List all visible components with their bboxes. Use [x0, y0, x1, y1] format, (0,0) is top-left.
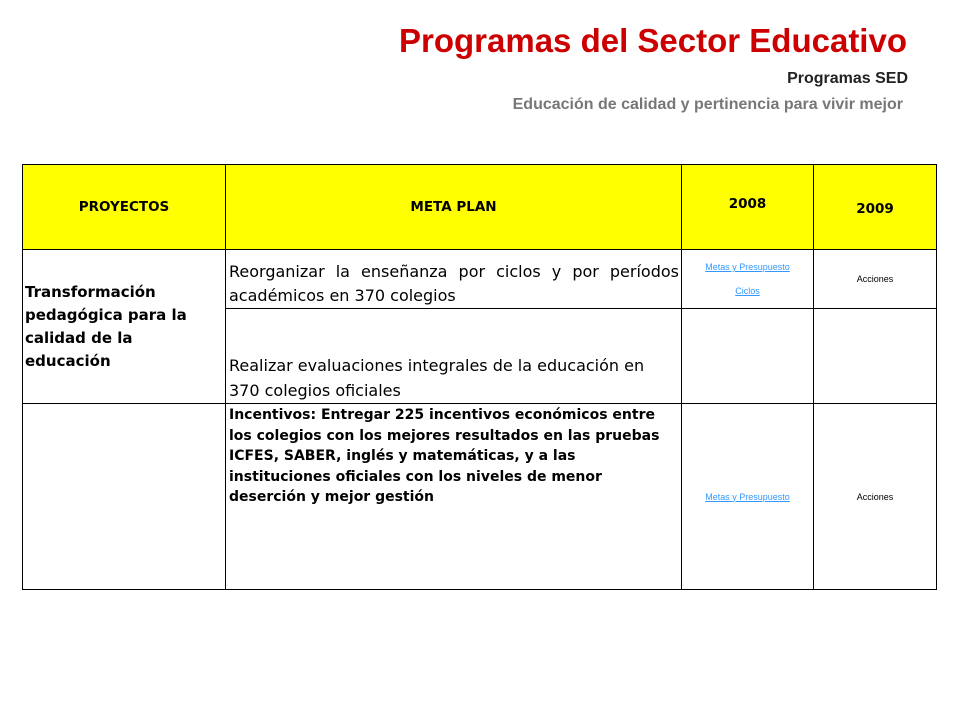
metas-presupuesto-link[interactable]: Metas y Presupuesto: [705, 262, 790, 272]
meta-cell: Reorganizar la enseñanza por ciclos y por períodos académicos en 370 colegios: [226, 250, 682, 309]
ciclos-link[interactable]: Ciclos: [735, 286, 760, 296]
page-subtitle: Programas SED: [787, 70, 908, 87]
meta-cell: Incentivos: Entregar 225 incentivos económicos entre los colegios con los mejores resultados en las pruebas ICFES, SABER, inglés y matemáticas, y a las instituciones oficiales con los niveles de menor deserción y mejor gestión: [226, 404, 682, 590]
column-header-2008: 2008: [682, 165, 814, 250]
empty-project-cell: [23, 404, 226, 590]
table-header-row: [23, 165, 937, 250]
empty-cell-2009: [814, 309, 937, 404]
table-row: [23, 250, 937, 309]
column-header-proyectos: PROYECTOS: [23, 165, 226, 250]
empty-cell-2008: [682, 309, 814, 404]
table-row: [23, 404, 937, 590]
column-header-meta-plan: META PLAN: [226, 165, 682, 250]
column-header-2009: 2009: [814, 165, 937, 250]
links-cell-2008: [682, 404, 814, 590]
acciones-cell: Acciones: [814, 250, 937, 309]
meta-cell: Realizar evaluaciones integrales de la educación en 370 colegios oficiales: [226, 309, 682, 404]
page-title: Programas del Sector Educativo: [398, 22, 907, 59]
acciones-cell: Acciones: [814, 404, 937, 590]
page-tagline: Educación de calidad y pertinencia para vivir mejor: [512, 96, 903, 113]
programs-table: [22, 164, 937, 590]
project-name-cell: Transformación pedagógica para la calidad de la educación: [23, 250, 226, 404]
links-cell-2008: [682, 250, 814, 309]
metas-presupuesto-link[interactable]: Metas y Presupuesto: [705, 491, 790, 502]
